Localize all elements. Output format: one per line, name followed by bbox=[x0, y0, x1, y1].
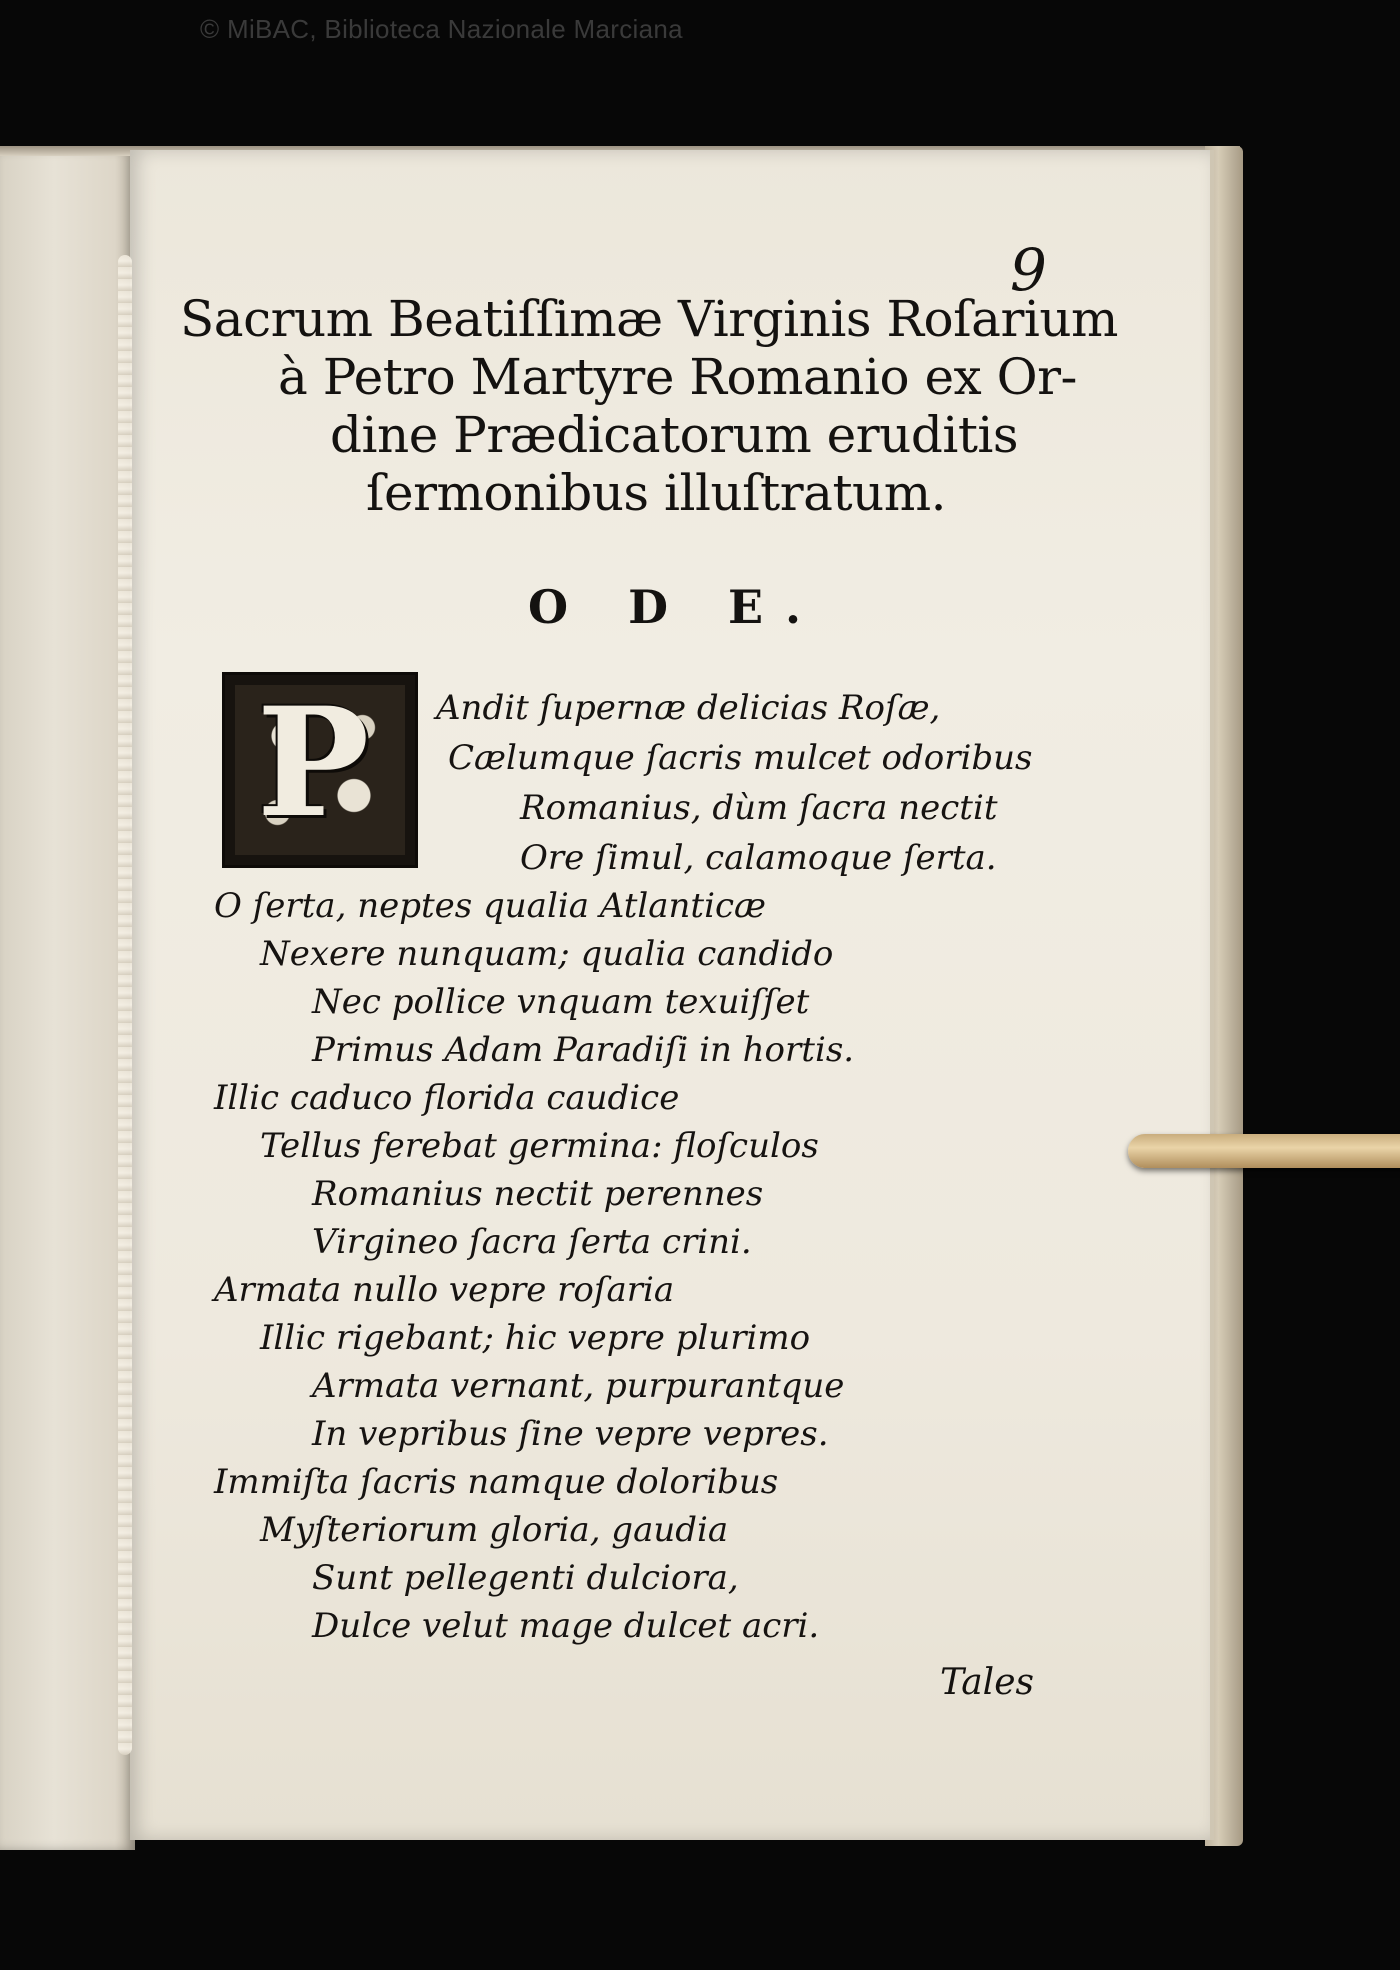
drop-cap-letter: P bbox=[256, 675, 370, 851]
verse-line: Tellus ferebat germina: floſculos bbox=[260, 1126, 819, 1166]
verse-line: In vepribus ſine vepre vepres. bbox=[312, 1414, 829, 1454]
verse-line: Romanius, dùm ſacra nectit bbox=[520, 788, 998, 828]
verse-line: Virgineo ſacra ſerta crini. bbox=[312, 1222, 752, 1262]
verse-line: Dulce velut mage dulcet acri. bbox=[312, 1606, 820, 1646]
ornamental-drop-cap bbox=[222, 672, 418, 868]
bookmark-stick bbox=[1128, 1134, 1400, 1168]
page-fore-edge bbox=[1205, 146, 1243, 1846]
verse-line: Primus Adam Paradiſi in hortis. bbox=[312, 1030, 855, 1070]
page-text-block bbox=[130, 150, 1210, 1840]
verse-line: Nexere nunquam; qualia candido bbox=[260, 934, 834, 974]
book-page bbox=[130, 150, 1210, 1840]
verse-line: Ore ſimul, calamoque ſerta. bbox=[520, 838, 997, 878]
verse-line: Andit ſupernæ delicias Roſæ, bbox=[436, 688, 941, 728]
title-line-3: dine Prædicatorum eruditis bbox=[330, 406, 1019, 464]
verse-line: Nec pollice vnquam texuiſſet bbox=[312, 982, 810, 1022]
verse-line: Illic caduco florida caudice bbox=[214, 1078, 680, 1118]
ode-heading: O D E. bbox=[528, 580, 824, 634]
title-line-2: à Petro Martyre Romanio ex Or- bbox=[278, 348, 1077, 406]
verse-line: Romanius nectit perennes bbox=[312, 1174, 764, 1214]
copyright-watermark: © MiBAC, Biblioteca Nazionale Marciana bbox=[200, 14, 683, 44]
page-number: 9 bbox=[1010, 236, 1047, 304]
title-line-4: ſermonibus illuſtratum. bbox=[366, 464, 947, 522]
verse-line: Illic rigebant; hic vepre plurimo bbox=[260, 1318, 811, 1358]
binding-thread bbox=[118, 255, 132, 1755]
verse-line: Armata vernant, purpurantque bbox=[312, 1366, 845, 1406]
left-page-edge bbox=[0, 150, 135, 1850]
catchword: Tales bbox=[940, 1662, 1034, 1703]
verse-line: Cælumque ſacris mulcet odoribus bbox=[448, 738, 1033, 778]
verse-line: Myſteriorum gloria, gaudia bbox=[260, 1510, 729, 1550]
verse-line: Immiſta ſacris namque doloribus bbox=[214, 1462, 779, 1502]
verse-line: Sunt pellegenti dulciora, bbox=[312, 1558, 739, 1598]
verse-line: Armata nullo vepre roſaria bbox=[214, 1270, 675, 1310]
verse-line: O ſerta, neptes qualia Atlanticæ bbox=[214, 886, 766, 926]
title-line-1: Sacrum Beatiſſimæ Virginis Roſarium bbox=[180, 290, 1118, 348]
